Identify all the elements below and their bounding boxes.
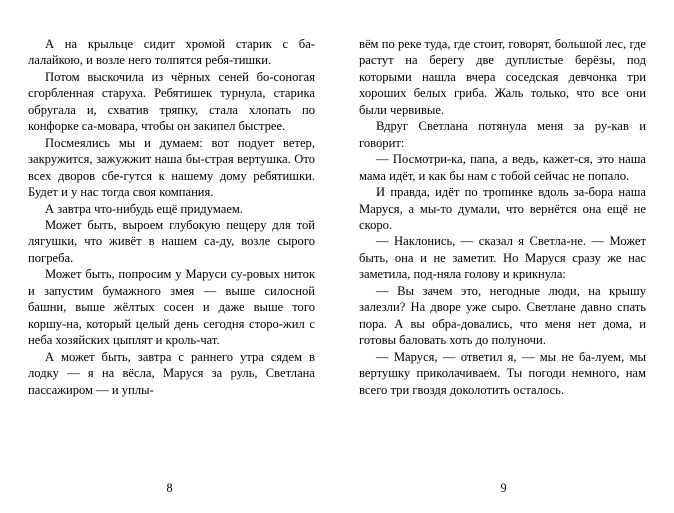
- paragraph: — Вы зачем это, негодные люди, на крышу залезли? На дворе уже сыро. Светлане давно спать пора. А вы обра-довались, что меня нет дома, и готовы баловать хоть до полуночи.: [359, 283, 646, 348]
- paragraph: А на крыльце сидит хромой старик с ба-лалайкою, и возле него толпятся ребя-тишки.: [28, 37, 315, 68]
- paragraph: — Посмотри-ка, папа, а ведь, кажет-ся, это наша мама идёт, и как бы нам с тобой сейчас не попало.: [359, 152, 646, 183]
- page-right-text: [359, 36, 646, 473]
- paragraph: — Наклонись, — сказал я Светла-не. — Может быть, она и не заметит. Но Маруся сразу же нас заметила, под-няла голову и крикнула:: [359, 234, 646, 282]
- page-number-left: 8: [166, 481, 173, 495]
- paragraph: — Маруся, — ответил я, — мы не ба-луем, мы вертушку приколачиваем. Ты погоди немного, нам всего три гвоздя доколотить осталось.: [359, 349, 646, 397]
- page-right: [337, 36, 646, 495]
- paragraph: А завтра что-нибудь ещё придумаем.: [45, 201, 244, 216]
- paragraph: А может быть, завтра с раннего утра сядем в лодку — я на вёсла, Маруся за руль, Светлана пассажиром — и уплы-: [28, 349, 315, 397]
- paragraph: Может быть, попросим у Маруси су-ровых ниток и запустим бумажного змея — выше силосной башни, выше жёлтых сосен и даже выше того коршу-на, который целый день сегодня сторо-жил с неба хозяйских цыплят и кроль-чат.: [28, 267, 315, 348]
- paragraph: вём по реке туда, где стоит, говорят, большой лес, где растут на берегу две дуплистые берёзы, под которыми нашла вчера соседская девчонка три хороших белых гриба. Жаль только, что все они были червивые.: [359, 37, 646, 117]
- page-number-right: 9: [500, 481, 507, 495]
- paragraph: Потом выскочила из чёрных сеней бо-соногая сгорбленная старуха. Ребятишек турнула, старика обругала и, схватив тряпку, стала хлопать по конфорке са-мовара, чтобы он закипел быстрее.: [28, 69, 315, 134]
- paragraph: И правда, идёт по тропинке вдоль за-бора наша Маруся, а мы-то думали, что вернётся она ещё не скоро.: [359, 185, 646, 232]
- page-left: [28, 36, 337, 495]
- paragraph: Может быть, выроем глубокую пещеру для той лягушки, что живёт в нашем са-ду, возле сырого погреба.: [28, 217, 315, 265]
- paragraph: Посмеялись мы и думаем: вот подует ветер, закружится, зажужжит наша бы-страя вертушка. Ото всех дворов сбе-гутся к нашему дому ребятишки. Будет и у нас тогда своя компания.: [28, 135, 315, 200]
- page-left-text: [28, 36, 315, 473]
- paragraph: Вдруг Светлана потянула меня за ру-кав и говорит:: [359, 119, 646, 150]
